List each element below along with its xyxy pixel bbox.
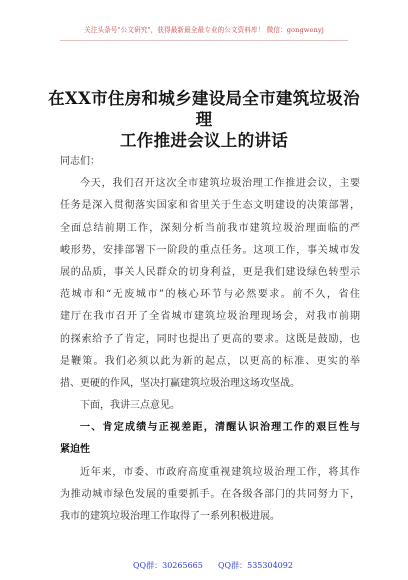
paragraph-line: 措、更硬的作风，坚决打赢建筑垃圾治理这场攻坚战。 xyxy=(60,377,300,389)
paragraph-line: 全面总结前期工作，深刻分析当前我市建筑垃圾治理面临的严 xyxy=(60,222,360,234)
document-title xyxy=(48,88,360,151)
paragraph-line: 范城市和“无废城市”的核心环节与必然要求。前不久，省住 xyxy=(60,289,360,301)
salutation: 同志们： xyxy=(60,156,100,167)
qq-group-1: QQ群：30265665 xyxy=(133,561,203,570)
paragraph-intro xyxy=(60,173,360,395)
qq-group-2: QQ群：535304092 xyxy=(218,561,293,570)
document-body xyxy=(60,151,360,528)
paragraph-line: 峻形势，安排部署下一阶段的重点任务。这项工作，事关城市发 xyxy=(60,244,360,256)
section-heading-1 xyxy=(60,417,360,461)
paragraph-line: 任务是深入贯彻落实国家和省里关于生态文明建设的决策部署， xyxy=(60,200,360,212)
paragraph-line: 我市的建筑垃圾治理工作取得了一系列积极进展。 xyxy=(60,511,280,522)
paragraph-line: 今天，我们召开这次全市建筑垃圾治理工作推进会议，主要 xyxy=(80,178,360,190)
paragraph-line: 的探索给予了肯定，同时也提出了更高的要求。这既是鼓励，也 xyxy=(60,333,360,345)
paragraph-transition xyxy=(60,395,360,417)
page-header xyxy=(0,0,408,52)
title-line-1: 在XX市住房和城乡建设局全市建筑垃圾治理 xyxy=(48,89,360,129)
paragraph-line: 近年来，市委、市政府高度重视建筑垃圾治理工作，将其作 xyxy=(80,466,360,478)
paragraph-progress xyxy=(60,462,360,529)
header-notice: 关注头条号"公文研究"，获得最新最全最专业的公文资料库！ 微信：gongwenyj xyxy=(84,26,324,34)
header-divider xyxy=(60,40,348,41)
title-line-2: 工作推进会议上的讲话 xyxy=(120,131,288,150)
paragraph-line: 为推动城市绿色发展的重要抓手。在各级各部门的共同努力下， xyxy=(60,488,360,500)
heading-line: 紧迫性 xyxy=(60,444,90,456)
paragraph-line: 下面，我讲三点意见。 xyxy=(80,400,180,412)
heading-line: 一、肯定成绩与正视差距，清醒认识治理工作的艰巨性与 xyxy=(80,422,360,434)
paragraph-line: 是鞭策。我们必须以此为新的起点，以更高的标准、更实的举 xyxy=(60,355,360,367)
paragraph-line: 建厅在我市召开了全省城市建筑垃圾治理现场会，对我市前期 xyxy=(60,311,360,323)
paragraph-line: 展的品质，事关人民群众的切身利益，更是我们建设绿色转型示 xyxy=(60,266,360,278)
